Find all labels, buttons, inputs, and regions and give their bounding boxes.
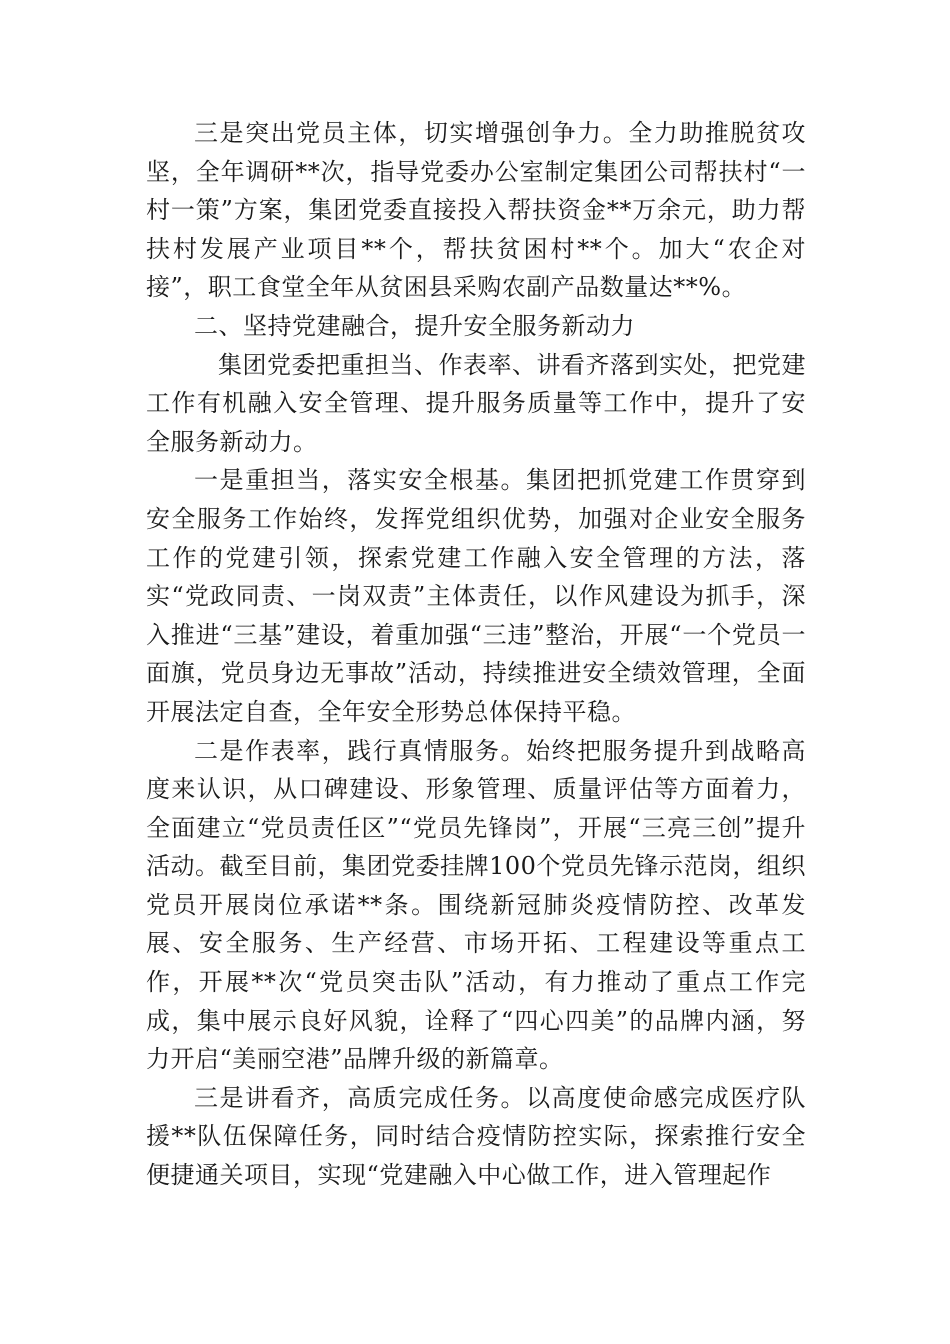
paragraph-poverty-alleviation: 三是突出党员主体，切实增强创争力。全力助推脱贫攻坚，全年调研**次，指导党委办公室制定集团公司帮扶村“一村一策”方案，集团党委直接投入帮扶资金**万余元，助力帮扶村发展产业项目**个，帮扶贫困村**个。加大“农企对接”，职工食堂全年从贫困县采购农副产品数量达**%。 (146, 119, 806, 302)
paragraph-task-completion: 三是讲看齐，高质完成任务。以高度使命感完成医疗队援**队伍保障任务，同时结合疫情防控实际，探索推行安全便捷通关项目，实现“党建融入中心做工作，进入管理起作 (146, 1083, 806, 1190)
paragraph-service-practice: 二是作表率，践行真情服务。始终把服务提升到战略高度来认识，从口碑建设、形象管理、质量评估等方面着力，全面建立“党员责任区”“党员先锋岗”，开展“三亮三创”提升活动。截至目前，集团党委挂牌100个党员先锋示范岗，组织党员开展岗位承诺**条。围绕新冠肺炎疫情防控、改革发展、安全服务、生产经营、市场开拓、工程建设等重点工作，开展**次“党员突击队”活动，有力推动了重点工作完成，集中展示良好风貌，诠释了“四心四美”的品牌内涵，努力开启“美丽空港”品牌升级的新篇章。 (146, 736, 806, 1074)
paragraph-safety-foundation: 一是重担当，落实安全根基。集团把抓党建工作贯穿到安全服务工作始终，发挥党组织优势，加强对企业安全服务工作的党建引领，探索党建工作融入安全管理的方法，落实“党政同责、一岗双责”主体责任，以作风建设为抓手，深入推进“三基”建设，着重加强“三违”整治，开展“一个党员一面旗，党员身边无事故”活动，持续推进安全绩效管理，全面开展法定自查，全年安全形势总体保持平稳。 (146, 466, 806, 726)
paragraph-section-intro: 集团党委把重担当、作表率、讲看齐落到实处，把党建工作有机融入安全管理、提升服务质量等工作中，提升了安全服务新动力。 (146, 350, 806, 456)
document-body (146, 114, 806, 1195)
section-heading-party-integration: 二、坚持党建融合，提升安全服务新动力 (194, 311, 635, 340)
